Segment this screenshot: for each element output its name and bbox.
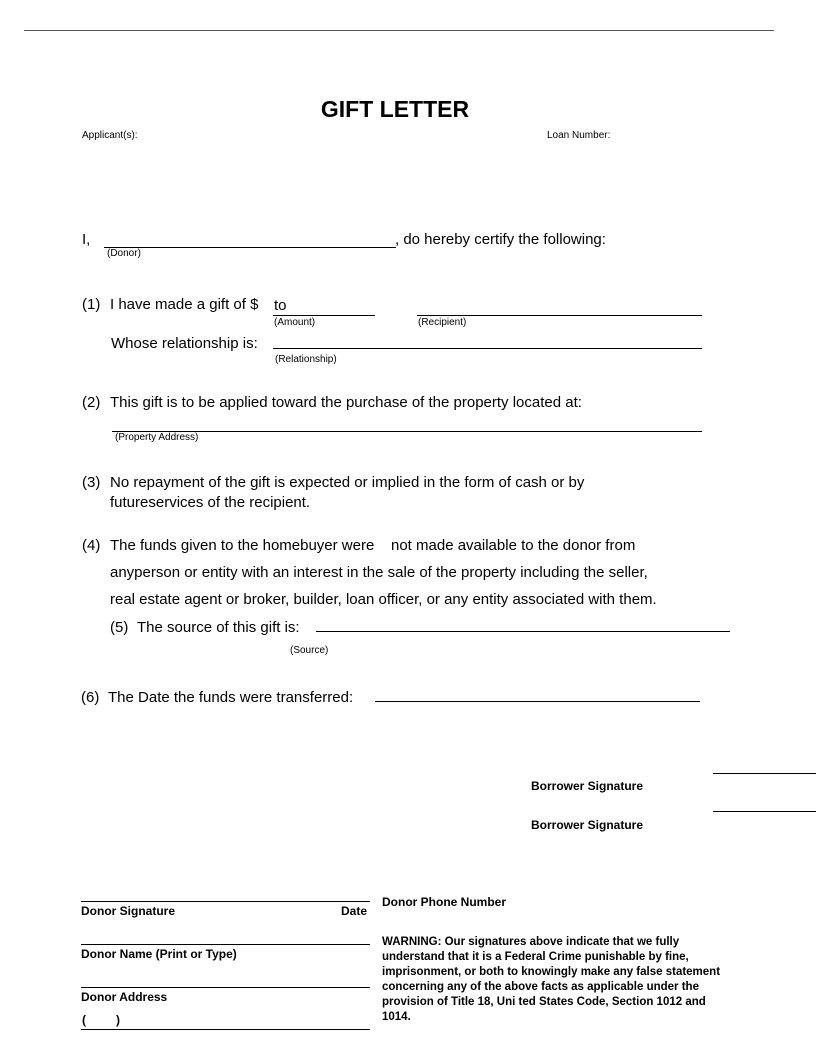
donor-signature-label: Donor Signature [81, 904, 176, 918]
warning-text: WARNING: Our signatures above indicate that we fully understand that it is a Federal Crime punishable by fine, imprisonment, or both to knowingly make any false statement concerning any of the above facts as applicable under the provision of Title 18, Uni ted States Code, Section 1012 and 1014. [382, 936, 721, 1023]
certify-suffix: , do hereby certify the following: [395, 231, 606, 248]
donor-phone-label: Donor Phone Number [382, 895, 507, 909]
item6-number: (6) [81, 689, 100, 706]
item3-number: (3) [82, 474, 101, 491]
amount-caption: (Amount) [274, 317, 316, 328]
amount-line[interactable] [273, 315, 375, 316]
transfer-date-line[interactable] [375, 701, 700, 702]
donor-name-line[interactable] [81, 944, 370, 945]
item4-line1: The funds given to the homebuyer were not made available to the donor from [110, 537, 636, 554]
relationship-caption: (Relationship) [275, 354, 337, 365]
item2-number: (2) [82, 394, 101, 411]
donor-address-line[interactable] [81, 987, 370, 988]
loan-number-label: Loan Number: [547, 130, 611, 141]
donor-address-label: Donor Address [81, 990, 168, 1004]
item1-to: to [274, 297, 287, 314]
donor-phone-area-code: ( ) [82, 1013, 120, 1027]
donor-name-line[interactable] [104, 247, 396, 248]
item6-text: The Date the funds were transferred: [108, 689, 354, 706]
item4-line2: anyperson or entity with an interest in the sale of the property including the seller, [110, 564, 648, 581]
source-caption: (Source) [290, 645, 329, 656]
item2-text: This gift is to be applied toward the purchase of the property located at: [110, 394, 582, 411]
donor-date-label: Date [341, 904, 368, 918]
borrower-signature-line-1[interactable] [713, 773, 816, 774]
item3-line2: futureservices of the recipient. [110, 494, 311, 511]
property-address-line[interactable] [112, 431, 702, 432]
source-line[interactable] [316, 631, 730, 632]
item5-number: (5) [110, 619, 129, 636]
recipient-line[interactable] [417, 315, 702, 316]
borrower-signature-label-2: Borrower Signature [531, 818, 644, 832]
item1-number: (1) [82, 296, 101, 313]
donor-phone-line[interactable] [81, 1029, 370, 1030]
property-address-caption: (Property Address) [115, 432, 199, 443]
document-title: GIFT LETTER [320, 96, 470, 122]
recipient-caption: (Recipient) [418, 317, 467, 328]
item4-line3: real estate agent or broker, builder, loan officer, or any entity associated with them. [110, 591, 657, 608]
relationship-text: Whose relationship is: [111, 335, 258, 352]
donor-name-label: Donor Name (Print or Type) [81, 947, 237, 961]
item4-number: (4) [82, 537, 101, 554]
donor-signature-line[interactable] [81, 901, 370, 902]
item1-text: I have made a gift of $ [110, 296, 259, 313]
borrower-signature-line-2[interactable] [713, 811, 816, 812]
item5-text: The source of this gift is: [137, 619, 300, 636]
item3-line1: No repayment of the gift is expected or implied in the form of cash or by [110, 474, 585, 491]
relationship-line[interactable] [273, 348, 702, 349]
certify-prefix: I, [82, 231, 91, 248]
borrower-signature-label-1: Borrower Signature [531, 779, 644, 793]
donor-caption: (Donor) [107, 248, 141, 259]
applicants-label: Applicant(s): [82, 130, 138, 141]
top-rule [24, 30, 774, 31]
